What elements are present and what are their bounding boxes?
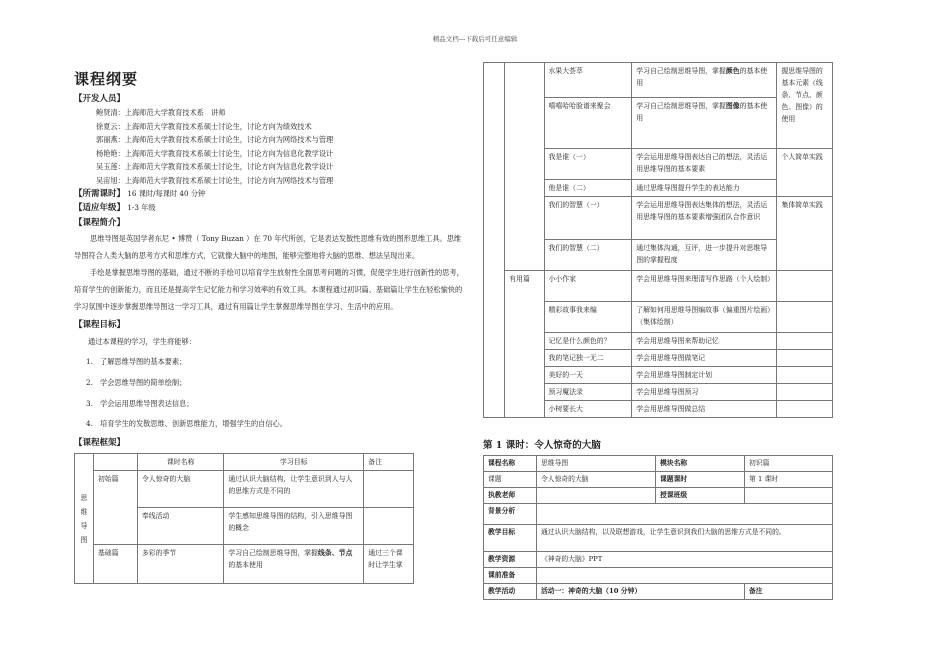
goal-item: 1. 了解思维导图的基本要素； xyxy=(86,357,187,366)
hours-line xyxy=(74,187,468,201)
field-value xyxy=(745,488,833,504)
lesson-goal-cell: 学会用思维导图来帮助记忆 xyxy=(632,333,777,350)
table-row xyxy=(484,584,833,600)
field-label: 教学目标 xyxy=(484,525,537,552)
table-row xyxy=(484,525,833,552)
field-label: 执教老师 xyxy=(484,488,537,504)
lesson-plan xyxy=(483,455,833,600)
note-cell xyxy=(364,508,414,545)
lesson-goal-cell: 学会运用思维导图表达集体的想法，灵活运用思维导图的基本要素增强团队合作意识 xyxy=(632,197,777,240)
lesson-goal-cell: 学会用思维导图做笔记 xyxy=(632,350,777,367)
left-column xyxy=(74,68,468,584)
lesson-name-cell: 多彩的季节 xyxy=(137,545,223,584)
table-header-row xyxy=(75,454,414,471)
field-label: 课程名称 xyxy=(484,456,537,472)
lesson-goal-cell: 学会用思维导图来理清写作思路（个人绘制） xyxy=(632,271,777,302)
field-value: 活动一：神奇的大脑（10 分钟） xyxy=(537,584,745,600)
framework-continued xyxy=(483,62,833,418)
lesson-goal-cell: 了解如何用思维导图编故事（偏重图片绘画）（集体绘制） xyxy=(632,302,777,333)
goals-intro: 通过本课程的学习，学生将能够： xyxy=(88,337,196,346)
framework-side-label: 思维导图 xyxy=(75,454,94,584)
table-header-cell: 学习目标 xyxy=(224,454,364,471)
table-row xyxy=(75,545,414,584)
note-cell: 通过三个课时让学生掌 xyxy=(364,545,414,584)
stage-cell xyxy=(505,63,544,271)
lesson-goal-cell: 学会用思维导图做总结 xyxy=(632,401,777,418)
page-title: 课程纲要 xyxy=(74,70,139,88)
lesson-name-cell: 水果大荟萃 xyxy=(544,63,632,98)
note-cell xyxy=(777,333,833,350)
lesson-name-cell: 小树要长大 xyxy=(544,401,632,418)
field-label: 课前准备 xyxy=(484,568,537,584)
lesson-name-cell: 记忆是什么颜色的？ xyxy=(544,333,632,350)
intro-label: 【课程简介】 xyxy=(74,218,126,228)
table-row xyxy=(484,472,833,488)
field-label: 课题 xyxy=(484,472,537,488)
intro-paragraph: 手绘是掌握思维导图的基础，通过不断的手绘可以培育学生放射性全面思考问题的习惯，促使学生进行创新性的思考，培育学生的创新能力，而且还是提高学生记忆能力和学习效率的有效工具。本课程通过初识篇、基础篇让学生在轻松愉快的学习氛围中逐步掌握思维导图这一学习工具，通过有用篇让学生掌握思维导图在学习、生活中的应用。 xyxy=(74,268,464,311)
lesson-goal-cell: 学生感知思维导图的结构，引入思维导图的概念 xyxy=(224,508,364,545)
lesson-goal-cell: 学会运用思维导图表达自己的想法，灵活运用思维导图的基本要素 xyxy=(632,149,777,180)
field-label: 背景分析 xyxy=(484,504,537,525)
grade-line xyxy=(74,201,468,215)
lesson-goal-cell: 学会用思维导图制定计划 xyxy=(632,367,777,384)
lesson-goal-cell: 通过思维导图提升学生的表达能力 xyxy=(632,180,777,197)
hours-value: 16 课时/每课时 40 分钟 xyxy=(127,189,206,198)
lesson-goal-cell: 通过集体沟通，互评，进一步提升对思维导图的掌握程度 xyxy=(632,240,777,271)
grade-label: 【适应年级】 xyxy=(74,203,126,213)
lesson-goal-cell: 学习自己绘制思维导图，掌握颜色的基本使用 xyxy=(632,63,777,98)
grade-value: 1-3 年级 xyxy=(127,203,156,212)
lesson-goal-cell: 学会用思维导图预习 xyxy=(632,384,777,401)
lesson-name-cell: 小小作家 xyxy=(544,271,632,302)
field-label: 课题课时 xyxy=(656,472,745,488)
table-row xyxy=(484,271,833,302)
lesson-name-cell: 我是谁（一） xyxy=(544,149,632,180)
lesson-name-cell: 美好的一天 xyxy=(544,367,632,384)
note-cell xyxy=(364,471,414,508)
field-value: 令人惊奇的大脑 xyxy=(537,472,656,488)
stage-cell: 初始篇 xyxy=(93,471,137,545)
note-cell xyxy=(777,350,833,367)
intro-paragraph: 思维导图是英国学者东尼 • 博赞（ Tony Buzan ）在 70 年代所创，它是表达发散性思维有效的图形思维工具。思维导图符合人类大脑的思考方式和思维方式，它就像大脑中的地图，能够完整地将大脑的思维、想法呈现出来。 xyxy=(74,234,462,260)
lesson-plan-table xyxy=(483,455,833,600)
table-row xyxy=(484,488,833,504)
lesson-name-cell: 我的笔记独一无二 xyxy=(544,350,632,367)
table-header-cell: 课时名称 xyxy=(137,454,223,471)
table-row xyxy=(484,568,833,584)
lesson-name-cell: 令人惊奇的大脑 xyxy=(137,471,223,508)
table-header-cell xyxy=(93,454,137,471)
table-row xyxy=(484,456,833,472)
developer-list xyxy=(74,106,468,187)
field-value: 初识篇 xyxy=(745,456,833,472)
note-cell xyxy=(777,384,833,401)
field-label: 教学资源 xyxy=(484,552,537,568)
framework-label: 【课程框架】 xyxy=(74,438,126,449)
side-cell xyxy=(484,63,505,418)
field-label: 授课班级 xyxy=(656,488,745,504)
field-value: 通过认识大脑结构，以及联想游戏，让学生意识到我们大脑的思维方式是不同的。 xyxy=(537,525,833,552)
table-row xyxy=(75,471,414,508)
lesson-goal-cell: 学习自己绘制思维导图，掌握图像的基本使用 xyxy=(632,98,777,149)
developer-item: 郭丽燕：上海师范大学教育技术系硕士讨论生，讨论方向为网络技术与管理 xyxy=(96,135,334,144)
field-value: 思维导图 xyxy=(537,456,656,472)
lesson-name-cell: 精彩故事我来编 xyxy=(544,302,632,333)
table-row xyxy=(484,552,833,568)
field-label: 备注 xyxy=(745,584,833,600)
lesson-name-cell: 我们的智慧（一） xyxy=(544,197,632,240)
field-value xyxy=(537,488,656,504)
stage-cell: 基础篇 xyxy=(93,545,137,584)
developer-item: 杨艳艳：上海师范大学教育技术系硕士讨论生，讨论方向为信息化教学设计 xyxy=(96,148,334,158)
lesson-goal-cell: 通过认识大脑结构，让学生意识到人与人的思维方式是不同的 xyxy=(224,471,364,508)
field-value xyxy=(537,504,833,525)
table-row xyxy=(484,63,833,98)
lesson-name-cell: 我们的智慧（二） xyxy=(544,240,632,271)
goal-item: 2. 学会思维导图的简单绘制； xyxy=(86,377,187,387)
framework-continued-table xyxy=(483,62,833,418)
lesson-name-cell: 奉线活动 xyxy=(137,508,223,545)
table-row xyxy=(484,504,833,525)
goal-item: 4. 培育学生的发散思维、创新思维能力，增强学生的自信心。 xyxy=(86,419,287,429)
framework-table xyxy=(74,453,414,584)
developer-item: 鲍贤清：上海师范大学教育技术系 讲师 xyxy=(96,108,226,117)
lesson-name-cell: 他是谁（二） xyxy=(544,180,632,197)
developer-item: 吴宙旭：上海师范大学教育技术系硕士讨论生，讨论方向为网络技术与管理 xyxy=(96,175,334,185)
developer-item: 吴玉莲：上海师范大学教育技术系硕士讨论生，讨论方向为信息化教学设计 xyxy=(96,162,334,171)
stage-cell: 有用篇 xyxy=(505,271,544,418)
field-label: 模块名称 xyxy=(656,456,745,472)
hours-label: 【所需课时】 xyxy=(74,189,126,199)
header-note: 精品文档---下载后可任意编辑 xyxy=(432,35,518,43)
note-cell: 个人简单实践 xyxy=(777,149,833,197)
field-value: 第 1 课时 xyxy=(745,472,833,488)
goal-item: 3. 学会运用思维导图表达信息； xyxy=(86,398,194,408)
developers-label: 【开发人员】 xyxy=(74,94,126,104)
lesson-title: 第 1 课时：令人惊奇的大脑 xyxy=(483,440,601,451)
table-header-cell: 备注 xyxy=(364,454,414,471)
developer-item: 徐夏云：上海师范大学教育技术系硕士讨论生，讨论方向为绩效技术 xyxy=(96,121,312,131)
note-cell xyxy=(777,271,833,302)
goals-label: 【课程目标】 xyxy=(74,320,126,330)
note-cell: 集体简单实践 xyxy=(777,197,833,271)
lesson-name-cell: 预习魔法录 xyxy=(544,384,632,401)
lesson-name-cell: 嘻嘻哈哈脸谱来聚会 xyxy=(544,98,632,149)
note-cell xyxy=(777,401,833,418)
note-cell xyxy=(777,367,833,384)
field-value: 《神奇的大脑》PPT xyxy=(537,552,833,568)
field-value xyxy=(537,568,833,584)
note-cell: 握思维导图的基本元素（线条、节点、颜色、图像）的使用 xyxy=(777,63,833,149)
note-cell xyxy=(777,302,833,333)
field-label: 教学活动 xyxy=(484,584,537,600)
lesson-goal-cell: 学习自己绘制思维导图，掌握线条、节点的基本使用 xyxy=(224,545,364,584)
